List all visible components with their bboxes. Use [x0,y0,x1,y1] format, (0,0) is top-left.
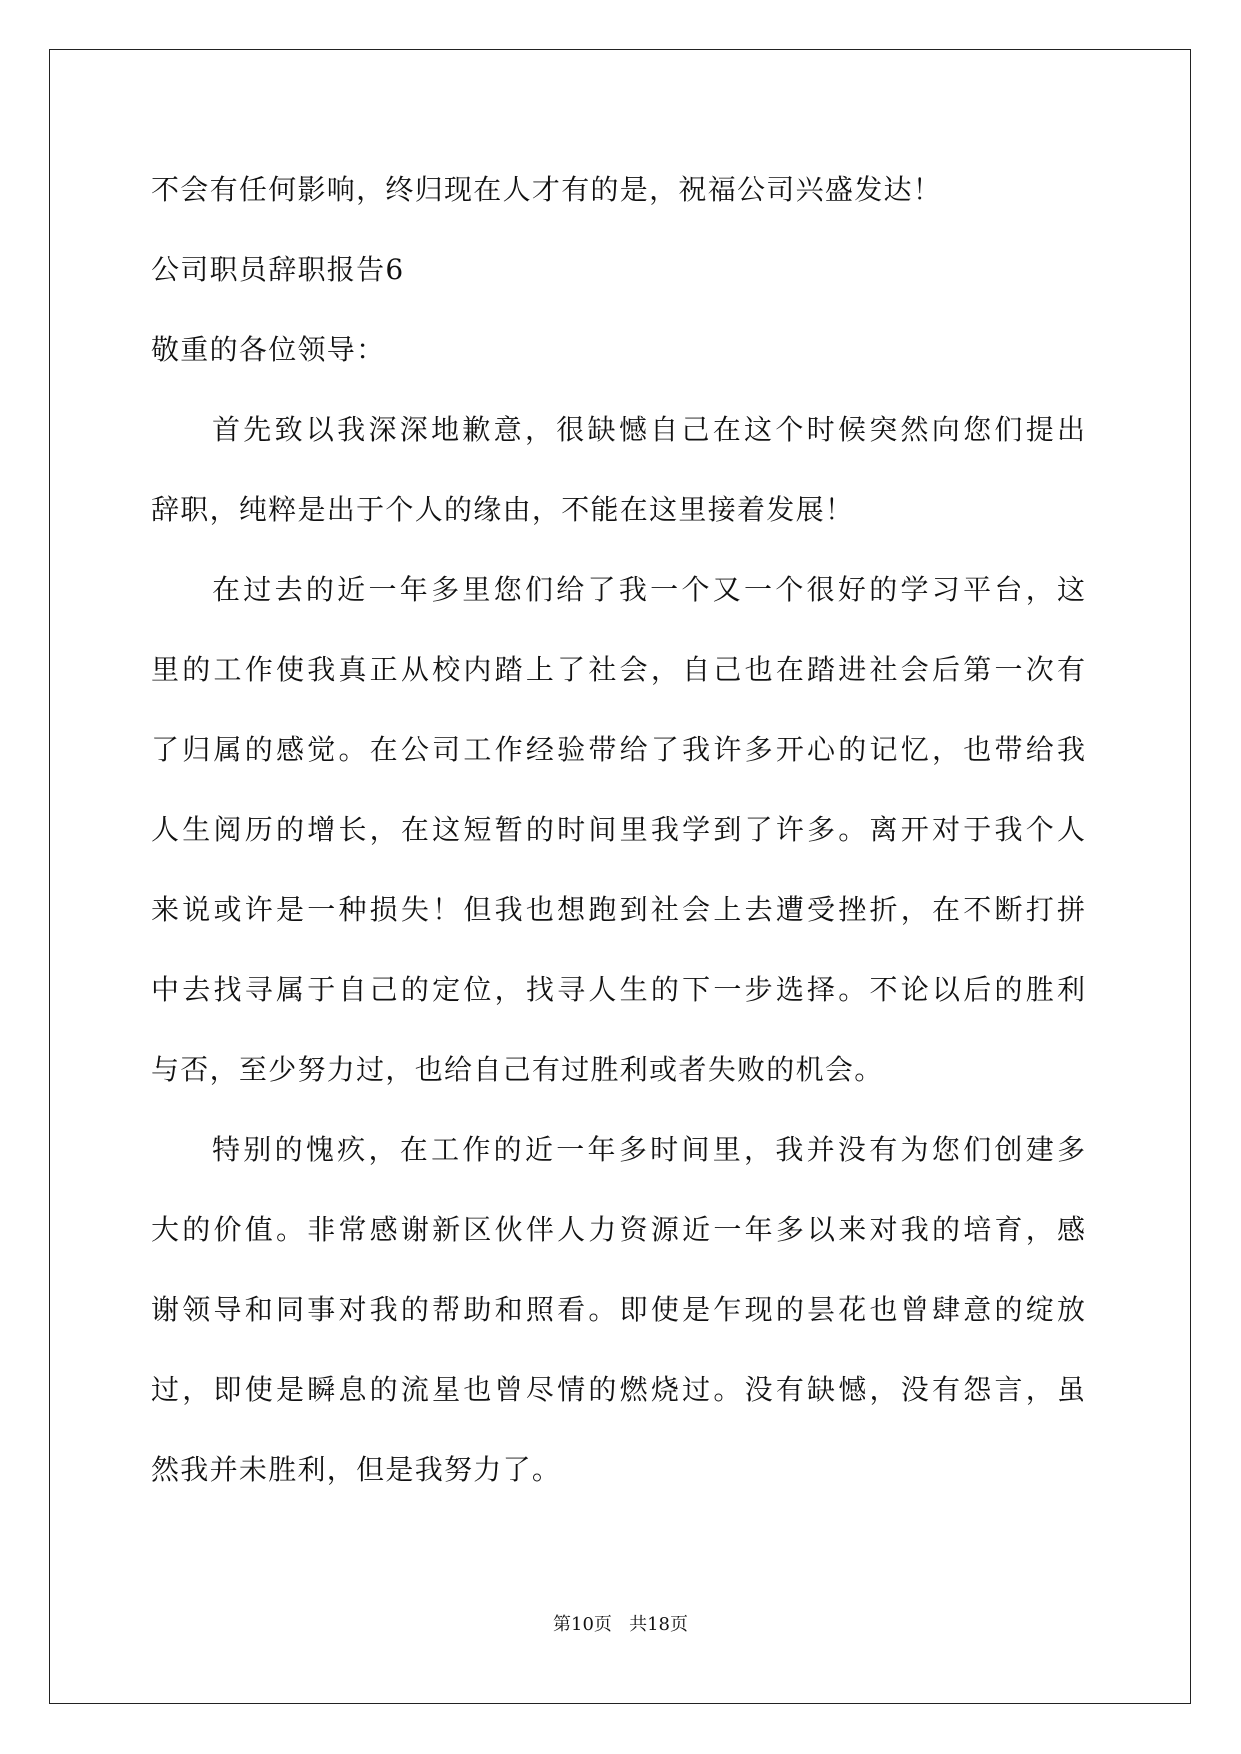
text-line: 特别的愧疚，在工作的近一年多时间里，我并没有为您们创建多 [212,1133,1085,1166]
text-line: 与否，至少努力过，也给自己有过胜利或者失败的机会。 [151,1053,884,1086]
text-line: 首先致以我深深地歉意，很缺憾自己在这个时候突然向您们提出 [212,413,1085,446]
section-heading: 公司职员辞职报告6 [151,253,405,286]
text-line: 然我并未胜利，但是我努力了。 [151,1453,562,1486]
text-line: 在过去的近一年多里您们给了我一个又一个很好的学习平台，这 [212,573,1085,606]
text-line: 里的工作使我真正从校内踏上了社会，自己也在踏进社会后第一次有 [151,653,1085,686]
salutation: 敬重的各位领导： [151,333,386,366]
page-total: 共18页 [629,1614,688,1635]
page-number: 第10页 [553,1614,612,1635]
text-line: 不会有任何影响，终归现在人才有的是，祝福公司兴盛发达！ [151,173,943,206]
page-footer [0,1613,1241,1637]
text-line: 辞职，纯粹是出于个人的缘由，不能在这里接着发展！ [151,493,855,526]
text-line: 中去找寻属于自己的定位，找寻人生的下一步选择。不论以后的胜利 [151,973,1085,1006]
text-line: 谢领导和同事对我的帮助和照看。即使是乍现的昙花也曾肆意的绽放 [151,1293,1085,1326]
text-line: 来说或许是一种损失！但我也想跑到社会上去遭受挫折，在不断打拼 [151,893,1085,926]
text-line: 人生阅历的增长，在这短暂的时间里我学到了许多。离开对于我个人 [151,813,1085,846]
text-line: 大的价值。非常感谢新区伙伴人力资源近一年多以来对我的培育，感 [151,1213,1085,1246]
text-line: 了归属的感觉。在公司工作经验带给了我许多开心的记忆，也带给我 [151,733,1085,766]
text-line: 过，即使是瞬息的流星也曾尽情的燃烧过。没有缺憾，没有怨言，虽 [151,1373,1085,1406]
